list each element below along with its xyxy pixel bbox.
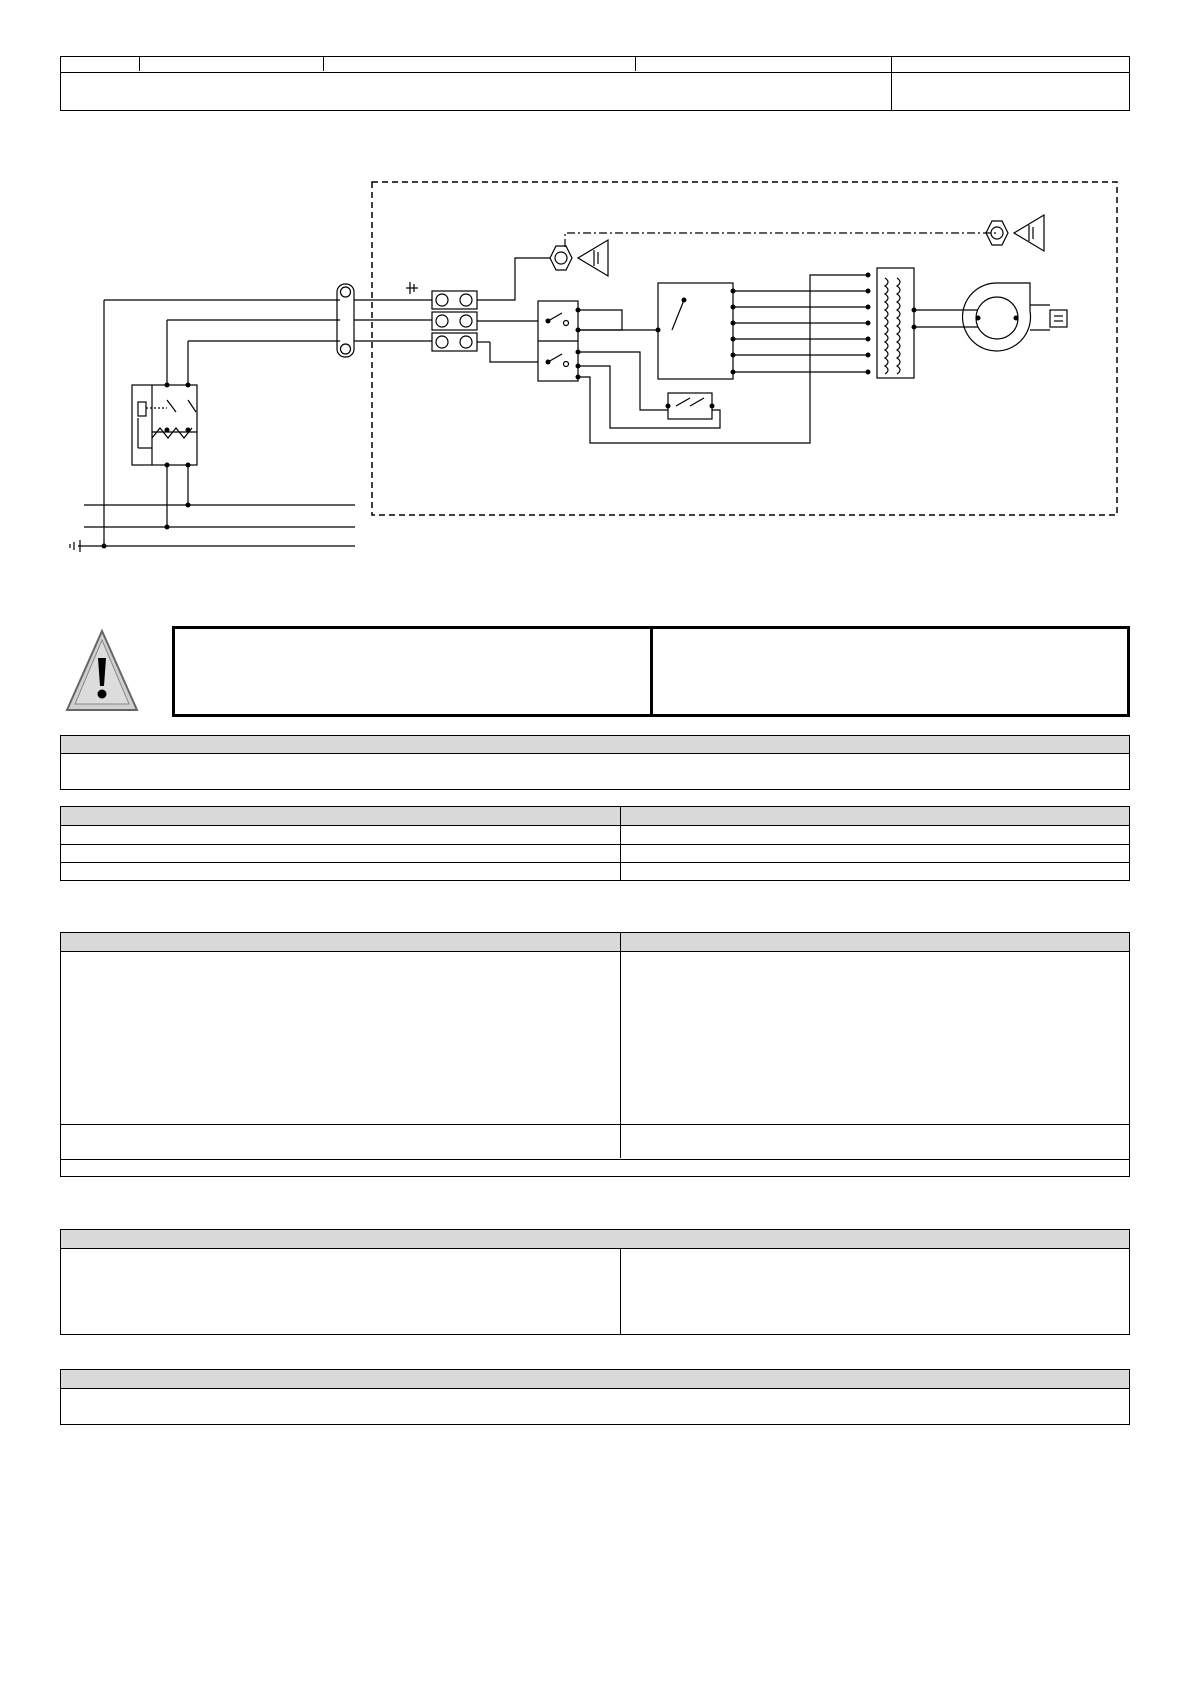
capacitor <box>1050 310 1067 327</box>
spec-table <box>60 806 1130 881</box>
wiring-diagram <box>0 150 1191 570</box>
section-2 <box>60 932 1130 1177</box>
appliance-boundary <box>372 182 1117 515</box>
terminal-block-2 <box>432 312 477 330</box>
warning-triangle-icon <box>64 628 140 714</box>
section-4 <box>60 1369 1130 1425</box>
section-3 <box>60 1229 1130 1335</box>
fan-motor <box>976 297 1018 339</box>
isolator-switch <box>132 385 197 465</box>
terminal-block-1 <box>432 291 477 309</box>
earth-stud-1 <box>550 246 572 270</box>
section-1 <box>60 735 1130 790</box>
header-table <box>60 56 1130 111</box>
terminal-block-3 <box>432 333 477 351</box>
heating-element <box>877 268 914 378</box>
fan-housing <box>963 283 1031 351</box>
warning-box-left <box>172 626 653 717</box>
selector-switch <box>658 283 733 379</box>
earth-bond-line <box>565 233 998 247</box>
warning-box-right <box>650 626 1130 717</box>
